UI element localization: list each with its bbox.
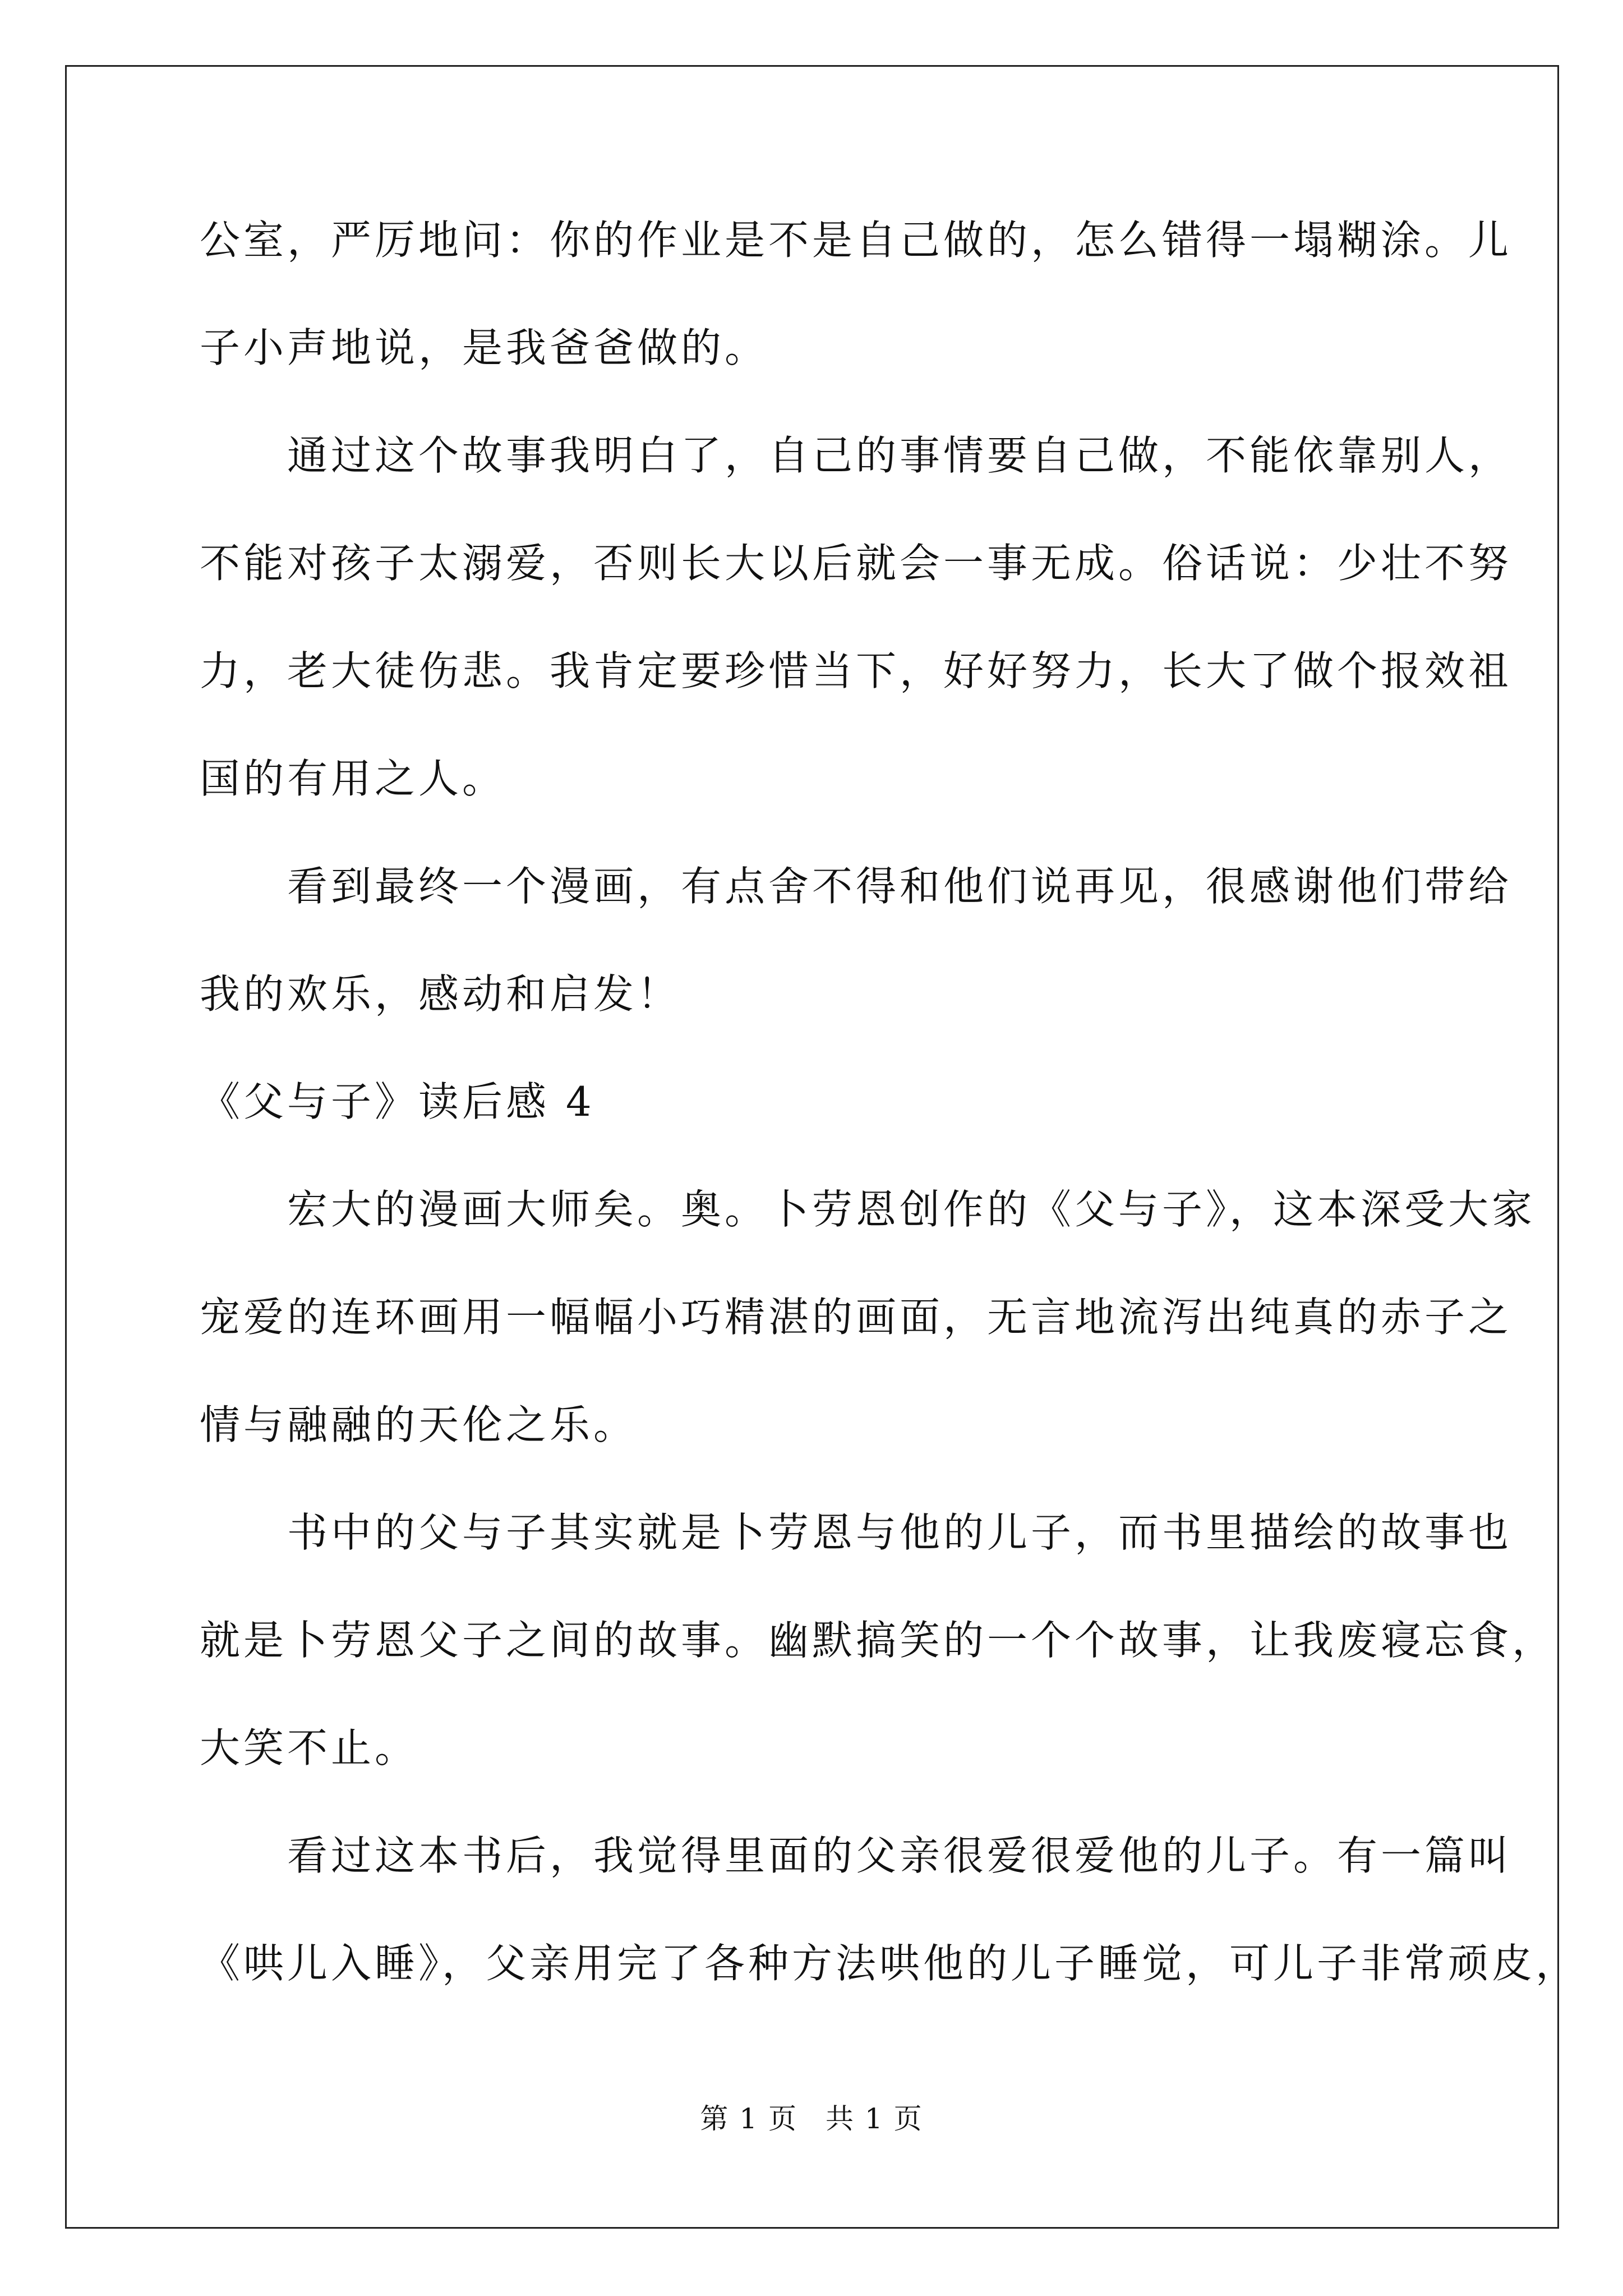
text-line: 看过这本书后，我觉得里面的父亲很爱很爱他的儿子。有一篇叫 bbox=[200, 1832, 1513, 1879]
document-body bbox=[200, 213, 1580, 1990]
text-line: 国的有用之人。 bbox=[200, 755, 506, 802]
page-footer bbox=[0, 2102, 1623, 2136]
text-line: 公室，严厉地问：你的作业是不是自己做的，怎么错得一塌糊涂。儿 bbox=[200, 217, 1513, 264]
text-line: 情与融融的天伦之乐。 bbox=[200, 1401, 638, 1448]
text-line: 宏大的漫画大师矣。奥。卜劳恩创作的《父与子》，这本深受大家 bbox=[200, 1186, 1536, 1233]
text-line: 就是卜劳恩父子之间的故事。幽默搞笑的一个个故事，让我废寝忘食， bbox=[200, 1617, 1556, 1664]
text-line: 宠爱的连环画用一幅幅小巧精湛的画面，无言地流泻出纯真的赤子之 bbox=[200, 1294, 1513, 1341]
page-number: 第 1 页 bbox=[700, 2102, 797, 2135]
text-line: 不能对孩子太溺爱，否则长大以后就会一事无成。俗话说：少壮不努 bbox=[200, 540, 1513, 587]
text-line: 通过这个故事我明白了，自己的事情要自己做，不能依靠别人， bbox=[200, 432, 1513, 479]
text-line: 子小声地说，是我爸爸做的。 bbox=[200, 324, 769, 371]
text-line: 我的欢乐，感动和启发！ bbox=[200, 970, 681, 1018]
page-total: 共 1 页 bbox=[826, 2102, 923, 2135]
text-line: 书中的父与子其实就是卜劳恩与他的儿子，而书里描绘的故事也 bbox=[200, 1509, 1513, 1556]
text-line: 看到最终一个漫画，有点舍不得和他们说再见，很感谢他们带给 bbox=[200, 863, 1513, 910]
text-line: 大笑不止。 bbox=[200, 1724, 419, 1772]
text-line: 《哄儿入睡》，父亲用完了各种方法哄他的儿子睡觉，可儿子非常顽皮， bbox=[200, 1940, 1580, 1987]
section-heading: 《父与子》读后感 4 bbox=[200, 1078, 595, 1125]
text-line: 力，老大徒伤悲。我肯定要珍惜当下，好好努力，长大了做个报效祖 bbox=[200, 647, 1513, 694]
